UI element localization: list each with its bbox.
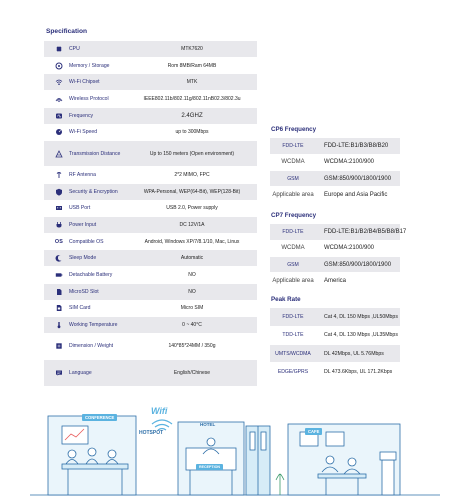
band-label: FDD-LTE: [282, 228, 304, 235]
spec-row: [44, 74, 257, 90]
spec-value: Rom 8MB/Ram 64MB: [167, 62, 217, 69]
spec-label: USB Port: [69, 205, 91, 212]
os-icon: [55, 238, 63, 246]
wifi-speed-icon: [55, 128, 63, 136]
language-icon: [55, 369, 63, 377]
cp6-row: [270, 171, 400, 187]
cp6-row: [270, 154, 400, 170]
antenna-icon: [55, 171, 63, 179]
spec-value: up to 300Mbps: [175, 129, 209, 136]
band-value: GSM:850/900/1800/1900: [324, 261, 392, 268]
spec-row: [44, 108, 257, 124]
band-value: Cat 4, DL 130 Mbps ,UL35Mbps: [324, 332, 398, 339]
spec-label: Frequency: [69, 112, 94, 119]
conference-label: CONFERENCE: [82, 414, 117, 421]
spec-value: WPA-Personal, WEP(64-Bit), WEP(128-Bit): [143, 188, 241, 195]
band-label: Applicable area: [272, 277, 314, 284]
power-plug-icon: [55, 221, 63, 229]
spec-label: Working Temperature: [69, 322, 118, 329]
spec-value: 0 ~ 40°C: [182, 321, 202, 328]
spec-value: Automatic: [180, 255, 204, 262]
battery-icon: [55, 271, 63, 279]
band-value: FDD-LTE:B1/B2/B4/B5/B8/B17: [324, 228, 407, 235]
spec-row: [44, 41, 257, 57]
wifi-chipset-icon: [55, 78, 63, 86]
spec-value: NO: [188, 271, 196, 278]
peak-row: [270, 345, 400, 363]
band-label: FDD-LTE: [282, 313, 304, 320]
memory-icon: [55, 62, 63, 70]
spec-label: Wireless Protocol: [69, 95, 109, 102]
spec-row: [44, 234, 257, 250]
cp6-frequency-title: CP6 Frequency: [271, 126, 317, 133]
band-label: FDD-LTE: [282, 142, 304, 149]
spec-row: [44, 58, 257, 74]
spec-value: 140*85*24MM / 350g: [168, 343, 216, 350]
spec-row: [44, 317, 257, 333]
spec-value: Android, Windows XP/7/8.1/10, Mac, Linux: [144, 238, 240, 245]
hotspot-label: HOTSPOT: [139, 430, 164, 436]
cp7-row: [270, 224, 407, 240]
cp7-row: [270, 257, 400, 273]
specification-title: Specification: [46, 28, 88, 35]
thermometer-icon: [55, 321, 63, 329]
spec-row: [44, 124, 257, 140]
spec-row: [44, 141, 257, 166]
spec-label: Sleep Mode: [69, 255, 97, 262]
spec-value: Up to 150 meters (Open environment): [149, 150, 235, 157]
spec-label: CPU: [69, 45, 80, 52]
spec-label: Power Input: [69, 221, 97, 228]
reception-sign: RECEPTION: [196, 464, 223, 470]
spec-label: Wi-Fi Speed: [69, 129, 98, 136]
band-value: DL 42Mbps, UL 5.76Mbps: [324, 350, 384, 357]
spec-value: 2*2 MIMO, FPC: [174, 171, 210, 178]
spec-row: [44, 267, 257, 283]
spec-value: DC 12V/1A: [179, 221, 205, 228]
spec-label: Wi-Fi Chipset: [69, 79, 100, 86]
band-label: WCDMA: [281, 159, 305, 166]
spec-label: SIM Card: [69, 305, 91, 312]
usb-icon: [55, 204, 63, 212]
band-value: America: [324, 277, 347, 284]
spec-label: Compatible OS: [69, 238, 104, 245]
spec-label: Detachable Battery: [69, 272, 113, 279]
cpu-icon: [55, 45, 63, 53]
band-value: DL 473.6Kbps, UL 171.2Kbps: [324, 368, 393, 375]
band-value: WCDMA:2100/900: [324, 245, 375, 252]
band-label: UMTS/WCDMA: [275, 350, 311, 357]
spec-value: NO: [188, 288, 196, 295]
hotel-sign: HOTEL: [200, 422, 216, 427]
peak-row: [270, 363, 400, 381]
spec-row: [44, 250, 257, 266]
spec-value: MTK7620: [181, 45, 203, 52]
band-value: FDD-LTE:B1/B3/B8/B20: [324, 142, 389, 149]
specification-table: [44, 41, 257, 387]
cp6-row: [270, 138, 400, 154]
spec-value: English/Chinese: [173, 369, 211, 376]
band-value: WCDMA:2100/900: [324, 159, 375, 166]
spec-label: Security & Encryption: [69, 188, 118, 195]
spec-label: Dimension / Weight: [69, 343, 114, 350]
peak-row: [270, 326, 400, 344]
shield-icon: [55, 188, 63, 196]
cp7-frequency-title: CP7 Frequency: [271, 212, 317, 219]
band-label: WCDMA: [281, 245, 305, 252]
spec-label: RF Antenna: [69, 171, 96, 178]
spec-row: [44, 284, 257, 300]
os-icon-text: OS: [54, 238, 64, 245]
band-label: GSM: [287, 175, 299, 182]
band-label: Applicable area: [272, 191, 314, 198]
band-label: EDGE/GPRS: [277, 368, 309, 375]
cp6-row: [270, 187, 400, 203]
spec-value: Micro SIM: [180, 305, 204, 312]
wifi-label: Wifi: [151, 406, 168, 416]
cp6-frequency-table: [270, 138, 400, 204]
moon-icon: [55, 254, 63, 262]
cafe-sign: CAFE: [305, 428, 322, 435]
spec-label: Memory / Storage: [69, 62, 110, 69]
cp7-row: [270, 273, 400, 289]
illustration-graphic: [0, 402, 467, 500]
band-value: Europe and Asia Pacific: [324, 191, 388, 198]
band-value: GSM:850/900/1800/1900: [324, 175, 392, 182]
cp7-frequency-table: [270, 224, 407, 290]
cp7-row: [270, 240, 400, 256]
wireless-protocol-icon: [55, 95, 63, 103]
spec-value: 2.4GHZ: [181, 111, 203, 119]
scenario-illustration: [0, 402, 467, 500]
peak-rate-table: [270, 308, 400, 382]
spec-label: Transmission Distance: [69, 150, 121, 157]
frequency-icon: [55, 112, 63, 120]
band-label: TDD-LTE: [282, 332, 304, 339]
spec-row: [44, 217, 257, 233]
sd-card-icon: [55, 288, 63, 296]
spec-value: IEEE802.11b/802.11g/802.11nB02.3/802.3u: [143, 95, 241, 102]
spec-row: [44, 167, 257, 183]
band-value: Cat 4, DL 150 Mbps ,UL50Mbps: [324, 313, 398, 320]
spec-value: USB 2.0, Power supply: [166, 205, 218, 212]
spec-row: [44, 91, 257, 107]
spec-row: [44, 360, 257, 386]
sim-card-icon: [55, 304, 63, 312]
peak-rate-title: Peak Rate: [271, 296, 301, 303]
spec-row: [44, 184, 257, 200]
spec-row: [44, 200, 257, 216]
peak-row: [270, 308, 400, 326]
spec-label: MicroSD Slot: [69, 288, 99, 295]
spec-label: Language: [69, 369, 92, 376]
distance-icon: [55, 150, 63, 158]
band-label: GSM: [287, 261, 299, 268]
spec-row: [44, 334, 257, 359]
spec-value: MTK: [186, 79, 198, 86]
spec-row: [44, 301, 257, 317]
dimension-icon: [55, 342, 63, 350]
